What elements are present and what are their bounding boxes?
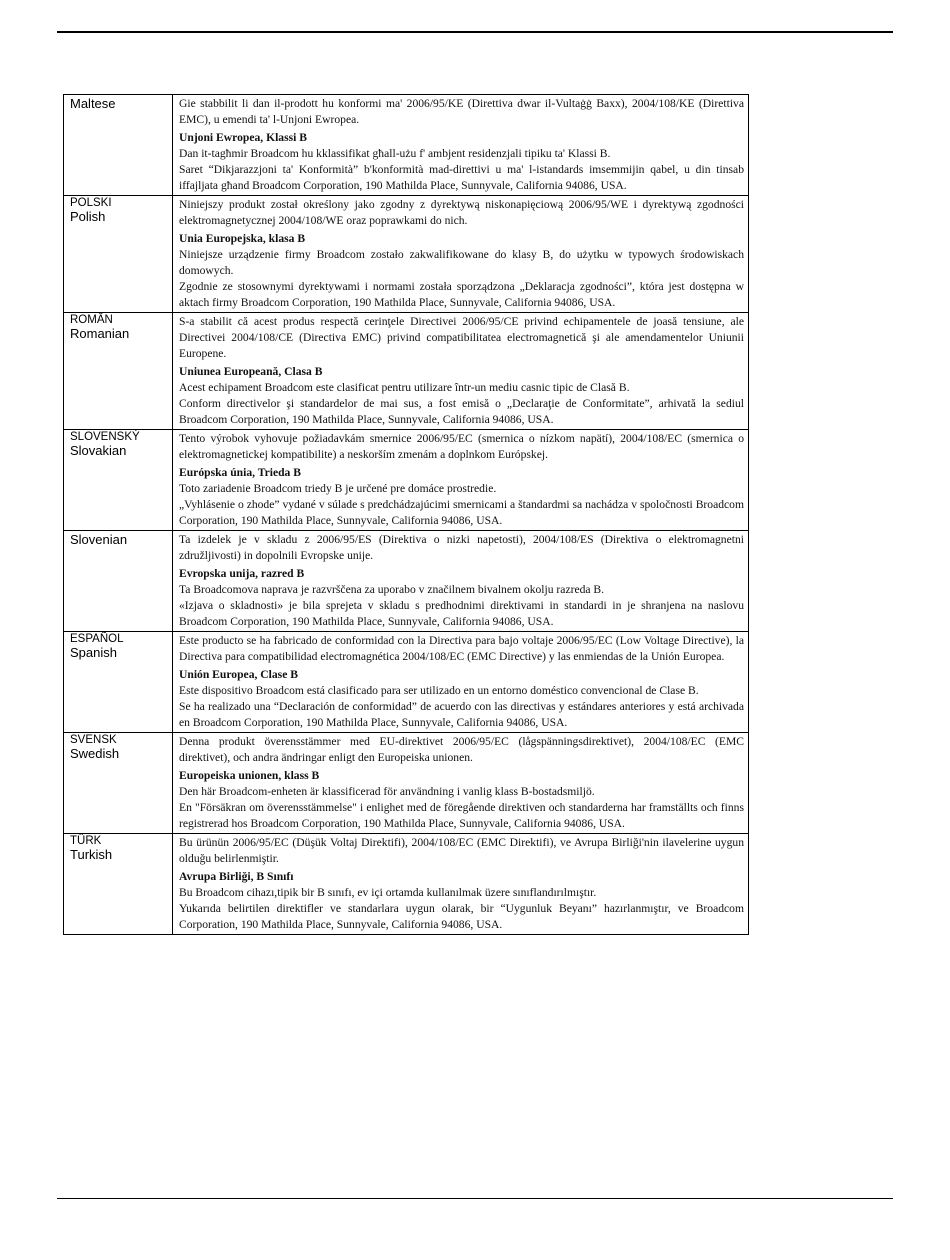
- language-cell: [64, 95, 173, 196]
- compliance-statement: Este producto se ha fabricado de conformidad con la Directiva para bajo voltaje 2006/95/EC (Low Voltage Directive), la Directiva para compatibilidad electromagnética 2004/108/EC (EMC Directive) y las enmiendas de la Unión Europea.: [179, 634, 744, 663]
- declaration-cell: [173, 196, 749, 313]
- compliance-statement: Bu ürünün 2006/95/EC (Düşük Voltaj Direktifi), 2004/108/EC (EMC Direktifi), ve Avrupa Birliği'nin ilavelerine uygun olduğu belirlenmiştir.: [179, 836, 744, 865]
- footer-rule: [57, 1198, 893, 1199]
- language-english: Slovakian: [70, 443, 127, 458]
- class-heading: Európska únia, Trieda B: [179, 466, 301, 479]
- language-english: Romanian: [70, 326, 130, 341]
- table-row: [64, 531, 749, 632]
- table-row: [64, 95, 749, 196]
- declaration-statement: «Izjava o skladnosti» je bila sprejeta v skladu s predhodnimi direktivami in standardi in je shranjena na naslovu Broadcom Corporation, 190 Mathilda Place, Sunnyvale, California 94086, USA.: [179, 599, 744, 628]
- class-heading: Avrupa Birliği, B Sınıfı: [179, 870, 294, 883]
- class-statement: Ta Broadcomova naprava je razvrščena za uporabo v značilnem bivalnem okolju razreda B.: [179, 583, 605, 596]
- language-cell: [64, 834, 173, 935]
- compliance-statement: Ta izdelek je v skladu z 2006/95/ES (Direktiva o nizki napetosti), 2004/108/ES (Direktiva o elektromagnetni združljivosti) in dopolnili Evropske unije.: [179, 533, 744, 562]
- declaration-statement: Saret “Dikjarazzjoni ta' Konformità” b'konformità mad-direttivi u ma' l-istandards imsemmijin qabel, u din tinsab iffajljata għand Broadcom Corporation, 190 Mathilda Place, Sunnyvale, California 94086, USA.: [179, 163, 744, 192]
- language-cell: [64, 531, 173, 632]
- compliance-table: [63, 94, 749, 935]
- declaration-cell: [173, 834, 749, 935]
- language-native: SVENSK: [70, 734, 117, 746]
- declaration-cell: [173, 632, 749, 733]
- table-row: [64, 313, 749, 430]
- language-english: Turkish: [70, 847, 113, 862]
- table-row: [64, 733, 749, 834]
- class-statement: Niniejsze urządzenie firmy Broadcom zostało zakwalifikowane do klasy B, do użytku w typowych środowiskach domowych.: [179, 248, 744, 277]
- language-cell: [64, 313, 173, 430]
- class-statement: Den här Broadcom-enheten är klassificerad för användning i vanlig klass B-bostadsmiljö.: [179, 785, 595, 798]
- language-native: ROMÂN: [70, 314, 113, 326]
- class-statement: Dan it-tagħmir Broadcom hu kklassifikat għall-użu f' ambjent residenzjali tipiku ta' Klassi B.: [179, 147, 611, 160]
- table-row: [64, 196, 749, 313]
- language-english: Swedish: [70, 746, 120, 761]
- language-english: Spanish: [70, 645, 117, 660]
- language-native: SLOVENSKÝ: [70, 431, 140, 443]
- table-row: [64, 632, 749, 733]
- header-rule: [57, 31, 893, 33]
- class-heading: Europeiska unionen, klass B: [179, 769, 320, 782]
- declaration-cell: [173, 430, 749, 531]
- class-statement: Bu Broadcom cihazı,tipik bir B sınıfı, ev içi ortamda kullanılmak üzere sınıflandırılmıştır.: [179, 886, 597, 899]
- language-cell: [64, 733, 173, 834]
- compliance-statement: Denna produkt överensstämmer med EU-direktivet 2006/95/EC (lågspänningsdirektivet), 2004/108/EC (EMC direktivet), och andra ändringar enligt den Europeiska unionen.: [179, 735, 744, 764]
- declaration-statement: En "Försäkran om överensstämmelse" i enlighet med de föregående direktiven och standarderna har framställts och finns registrerad hos Broadcom Corporation, 190 Mathilda Place, Sunnyvale, California 94086, USA.: [179, 801, 744, 830]
- class-statement: Acest echipament Broadcom este clasificat pentru utilizare într-un mediu casnic tipic de Clasă B.: [179, 381, 630, 394]
- compliance-statement: Niniejszy produkt został określony jako zgodny z dyrektywą niskonapięciową 2006/95/WE i dyrektywą zgodności elektromagnetycznej 2004/108/WE oraz poprawkami do nich.: [179, 198, 744, 227]
- language-native: POLSKI: [70, 197, 112, 209]
- language-english: Polish: [70, 209, 106, 224]
- class-heading: Evropska unija, razred B: [179, 567, 305, 580]
- declaration-statement: Yukarıda belirtilen direktifler ve standarlara uygun olarak, bir “Uygunluk Beyanı” hazırlanmıştır, ve Broadcom Corporation, 190 Mathilda Place, Sunnyvale, California 94086, USA.: [179, 902, 744, 931]
- class-statement: Este dispositivo Broadcom está clasificado para ser utilizado en un entorno doméstico convencional de Clase B.: [179, 684, 699, 697]
- compliance-statement: Tento výrobok vyhovuje požiadavkám smernice 2006/95/EC (smernica o nízkom napätí), 2004/108/EC (smernica o elektromagnetickej kompatibilite) a neskorším zmenám a doplnkom Európskej.: [179, 432, 744, 461]
- table-row: [64, 430, 749, 531]
- declaration-statement: Zgodnie ze stosownymi dyrektywami i normami została sporządzona „Deklaracja zgodności”, która jest dostępna w aktach firmy Broadcom Corporation, 190 Mathilda Place, Sunnyvale, California 94086, USA.: [179, 280, 744, 309]
- language-native: Slovenian: [70, 532, 128, 547]
- language-native: Maltese: [70, 96, 116, 111]
- class-statement: Toto zariadenie Broadcom triedy B je určené pre domáce prostredie.: [179, 482, 497, 495]
- language-native: TÜRK: [70, 835, 102, 847]
- language-native: ESPAÑOL: [70, 633, 124, 645]
- declaration-cell: [173, 733, 749, 834]
- declaration-statement: „Vyhlásenie o zhode” vydané v súlade s predchádzajúcimi smernicami a štandardmi sa nachádza v spoločnosti Broadcom Corporation, 190 Mathilda Place, Sunnyvale, California 94086, USA.: [179, 498, 744, 527]
- table-row: [64, 834, 749, 935]
- declaration-cell: [173, 313, 749, 430]
- class-heading: Unión Europea, Clase B: [179, 668, 298, 681]
- language-cell: [64, 430, 173, 531]
- declaration-statement: Conform directivelor şi standardelor de mai sus, a fost emisă o „Declaraţie de Conformitate”, arhivată la sediul Broadcom Corporation, 190 Mathilda Place, Sunnyvale, California 94086, USA.: [179, 397, 744, 426]
- class-heading: Uniunea Europeană, Clasa B: [179, 365, 323, 378]
- class-heading: Unjoni Ewropea, Klassi B: [179, 131, 307, 144]
- declaration-cell: [173, 95, 749, 196]
- language-cell: [64, 196, 173, 313]
- declaration-cell: [173, 531, 749, 632]
- compliance-statement: S-a stabilit că acest produs respectă cerinţele Directivei 2006/95/CE privind echipamentele de joasă tensiune, ale Directivei 2004/108/CE (Directiva EMC) privind compatibilitatea electromagnetică şi ale amendamentelor Uniunii Europene.: [179, 315, 744, 360]
- declaration-statement: Se ha realizado una “Declaración de conformidad” de acuerdo con las directivas y estándares anteriores y está archivada en Broadcom Corporation, 190 Mathilda Place, Sunnyvale, California 94086, USA.: [179, 700, 744, 729]
- class-heading: Unia Europejska, klasa B: [179, 232, 306, 245]
- language-cell: [64, 632, 173, 733]
- compliance-statement: Gie stabbilit li dan il-prodott hu konformi ma' 2006/95/KE (Direttiva dwar il-Vultaġġ Baxx), 2004/108/KE (Direttiva EMC), u emendi ta' l-Unjoni Ewropea.: [179, 97, 744, 126]
